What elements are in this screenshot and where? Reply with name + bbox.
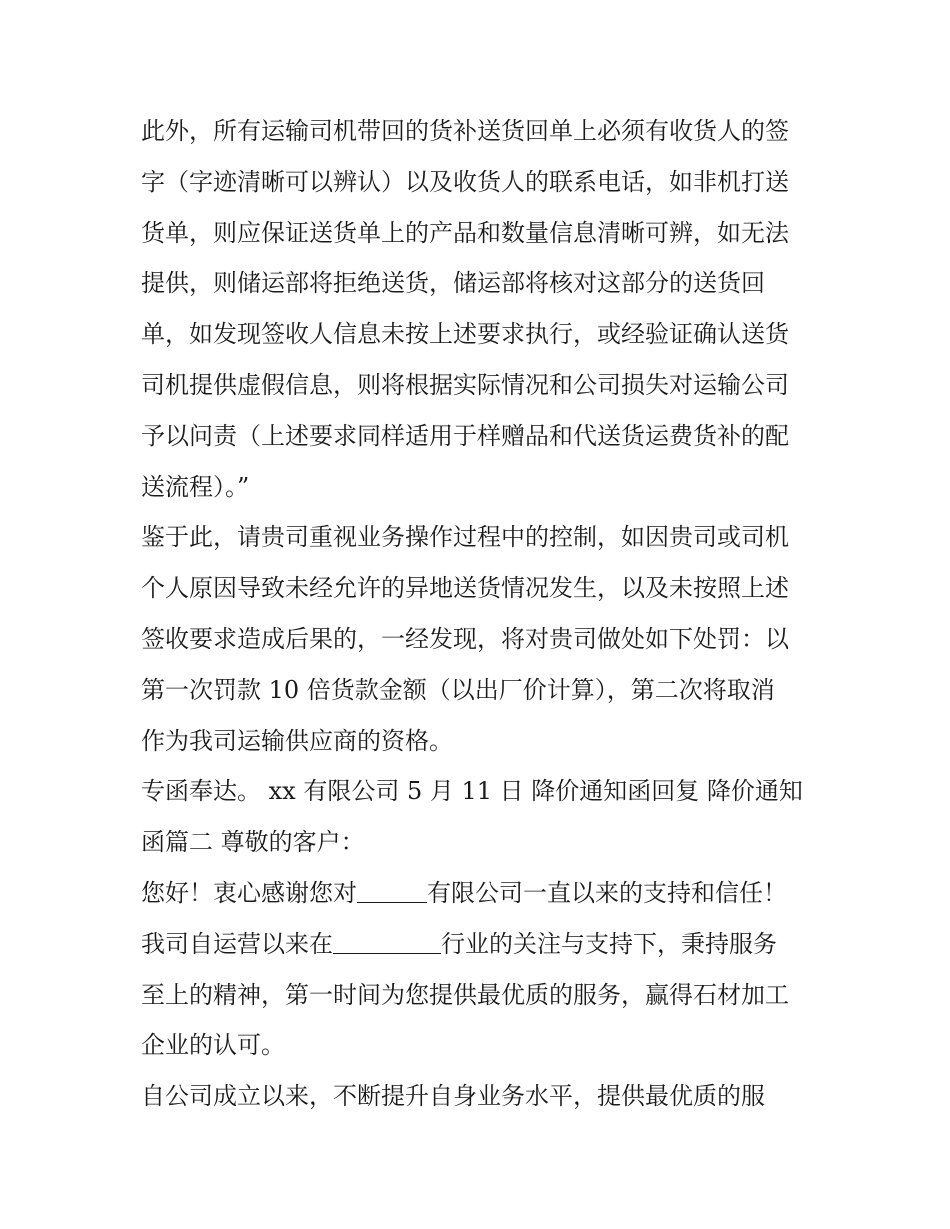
greeting-text-end: 有限公司一直以来的支持和信任！ (427, 878, 787, 907)
greeting-line (141, 868, 821, 919)
text-line: 函篇二 尊敬的客户： (141, 828, 365, 857)
text-line: 个人原因导致未经允许的异地送货情况发生，以及未按照上述 (141, 574, 789, 603)
text-line: 签收要求造成后果的，一经发现，将对贵司做处如下处罚：以 (141, 624, 789, 653)
industry-text: 我司自运营以来在 (141, 929, 333, 958)
text-line: 鉴于此，请贵司重视业务操作过程中的控制，如因贵司或司机 (141, 523, 789, 552)
text-line: 字（字迹清晰可以辨认）以及收货人的联系电话，如非机打送 (141, 167, 789, 196)
text-line: 送流程）。” (141, 472, 250, 501)
text-line: 专函奉达。 xx 有限公司 5 月 11 日 降价通知函回复 降价通知 (141, 777, 803, 806)
text-line: 司机提供虚假信息，则将根据实际情况和公司损失对运输公司 (141, 370, 789, 399)
text-line: 予以问责（上述要求同样适用于样赠品和代送货运费货补的配 (141, 421, 789, 450)
greeting-text: 您好！衷心感谢您对 (141, 878, 357, 907)
text-line: 单，如发现签收人信息未按上述要求执行，或经验证确认送货 (141, 320, 789, 349)
industry-line (141, 919, 821, 970)
text-line: 作为我司运输供应商的资格。 (141, 726, 453, 755)
text-line: 自公司成立以来，不断提升自身业务水平，提供最优质的服 (141, 1082, 765, 1111)
text-line: 至上的精神，第一时间为您提供最优质的服务，赢得石材加工 (141, 980, 789, 1009)
text-line: 提供，则储运部将拒绝送货，储运部将核对这部分的送货回 (141, 269, 765, 298)
text-line: 货单，则应保证送货单上的产品和数量信息清晰可辨，如无法 (141, 218, 789, 247)
company-name-blank (357, 878, 427, 903)
text-line: 此外，所有运输司机带回的货补送货回单上必须有收货人的签 (141, 117, 789, 145)
text-line: 第一次罚款 10 倍货款金额（以出厂价计算），第二次将取消 (141, 675, 775, 704)
document-body (141, 106, 821, 1122)
text-line: 企业的认可。 (141, 1031, 285, 1060)
industry-text-end: 行业的关注与支持下，秉持服务 (441, 929, 777, 958)
industry-blank (333, 929, 441, 954)
